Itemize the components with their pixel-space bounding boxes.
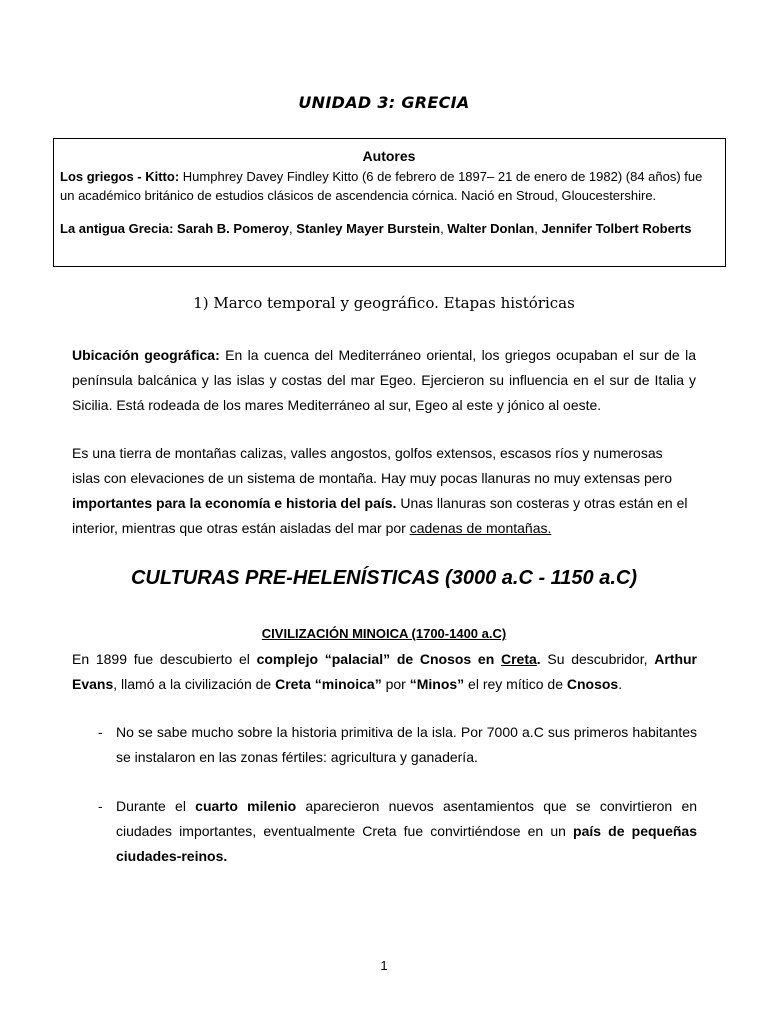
terrain-text: Es una tierra de montañas calizas, valles angostos, golfos extensos, escasos ríos y numerosas islas con elevaciones de un sistema de montaña. Hay muy pocas llanuras no muy extensas pero: [72, 445, 672, 486]
intro-text: el rey mítico de: [464, 676, 567, 692]
bullet-bold: país de pequeñas ciudades-reinos.: [116, 823, 698, 864]
author-pomeroy: La antigua Grecia: Sarah B. Pomeroy, Stanley Mayer Burstein, Walter Donlan, Jennifer Tolbert Roberts: [60, 221, 692, 236]
cultures-heading: CULTURAS PRE-HELENÍSTICAS (3000 a.C - 1150 a.C): [130, 567, 638, 589]
author-name: Sarah B. Pomeroy: [177, 221, 290, 236]
list-item: [72, 794, 697, 869]
intro-bold: Cnosos: [566, 676, 619, 692]
list-item: [72, 720, 697, 770]
bullet-text: Durante el: [116, 798, 196, 814]
page-title: UNIDAD 3: GRECIA: [298, 93, 470, 112]
paragraph-minoan-intro: [72, 647, 697, 697]
author-kitto-text: Humphrey Davey Findley Kitto (6 de febrero de 1897– 21 de enero de 1982) (84 años) fue un académico británico de estudios clásicos de ascendencia córnica. Nació en Stroud, Gloucestershire.: [60, 169, 703, 203]
author-name: Jennifer Tolbert Roberts: [541, 221, 692, 236]
page-number: 1: [380, 958, 388, 973]
bullet-bold: cuarto milenio: [195, 798, 297, 814]
terrain-bold: importantes para la economía e historia del país.: [72, 495, 397, 511]
geography-label: Ubicación geográfica:: [72, 347, 220, 363]
bullet-list: [72, 720, 697, 893]
intro-bold: Creta “minoica”: [275, 676, 382, 692]
intro-bold: complejo “palacial” de Cnosos en: [256, 651, 501, 667]
paragraph-terrain: [72, 441, 692, 541]
intro-text: por: [381, 676, 410, 692]
minoan-heading: CIVILIZACIÓN MINOICA (1700-1400 a.C): [261, 626, 507, 641]
author-name: Stanley Mayer Burstein: [296, 221, 441, 236]
bullet-dash: -: [98, 724, 103, 740]
intro-bold: .: [536, 651, 541, 667]
bullet-text: aparecieron nuevos asentamientos que se convirtieron en ciudades importantes, eventualmente Creta fue convirtiéndose en un: [116, 798, 698, 839]
intro-text: En 1899 fue descubierto el: [72, 651, 257, 667]
section-heading: 1) Marco temporal y geográfico. Etapas históricas: [193, 294, 575, 312]
intro-text: , llamó a la civilización de: [113, 676, 276, 692]
terrain-text: Unas llanuras son costeras y otras están en el interior, mientras que otras están aisladas del mar por: [72, 495, 688, 536]
intro-bold: Arthur Evans: [72, 651, 697, 692]
author-pomeroy-label: La antigua Grecia:: [60, 221, 174, 236]
intro-underlined: Creta: [500, 651, 537, 667]
terrain-underlined: cadenas de montañas.: [409, 520, 552, 536]
author-kitto-label: Los griegos - Kitto:: [60, 169, 180, 184]
geography-text: En la cuenca del Mediterráneo oriental, los griegos ocupaban el sur de la península balcánica y las islas y costas del mar Egeo. Ejercieron su influencia en el sur de Italia y Sicilia. Está rodeada de los mares Mediterráneo al sur, Egeo al este y jónico al oeste.: [72, 347, 696, 413]
authors-heading: Autores: [362, 148, 416, 164]
author-name: Walter Donlan: [447, 221, 535, 236]
intro-bold: “Minos”: [409, 676, 465, 692]
bullet-text: No se sabe mucho sobre la historia primitiva de la isla. Por 7000 a.C sus primeros habitantes se instalaron en las zonas fértiles: agricultura y ganadería.: [116, 724, 697, 765]
intro-text: .: [618, 676, 623, 692]
authors-box: [53, 138, 726, 267]
bullet-dash: -: [98, 798, 103, 814]
paragraph-geography: [72, 343, 696, 418]
author-kitto: [60, 167, 718, 205]
intro-text: Su descubridor,: [540, 651, 655, 667]
